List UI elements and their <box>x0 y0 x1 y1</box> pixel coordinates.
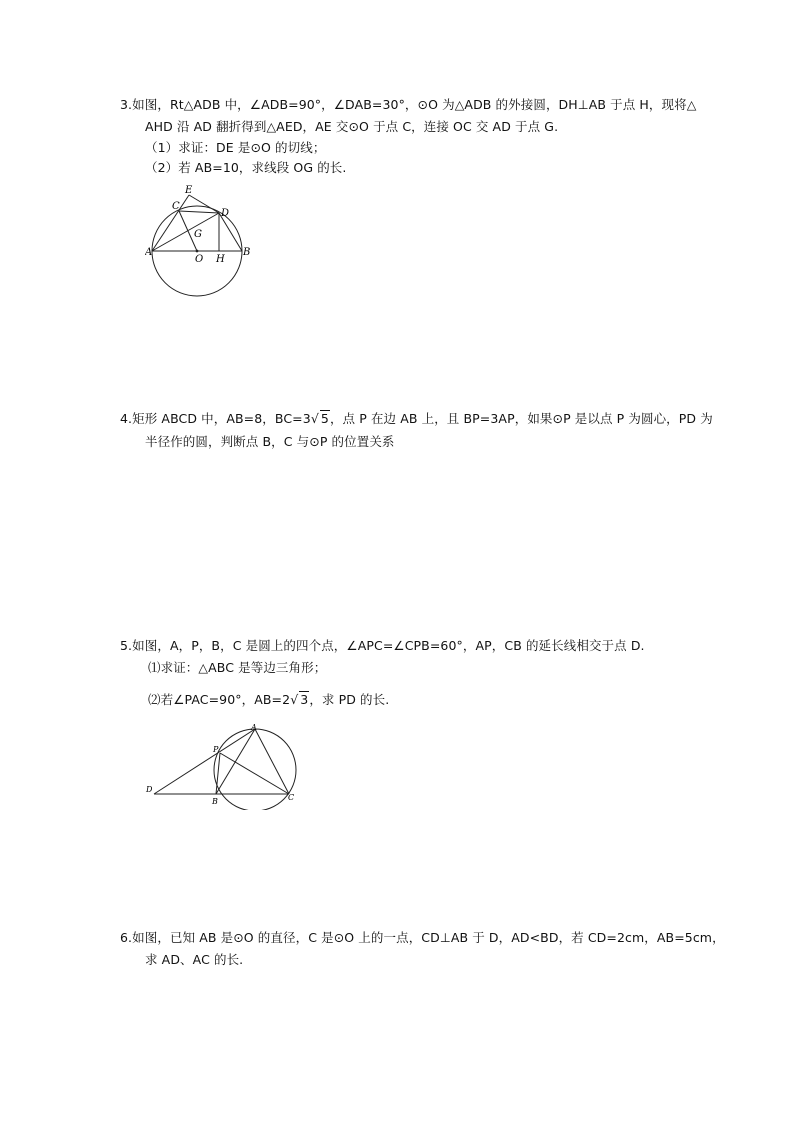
sqrt-5-radicand: 5 <box>320 411 329 426</box>
label-e: E <box>185 185 193 196</box>
segment-da <box>154 729 255 794</box>
problem-3-text-1: 如图，Rt△ADB 中，∠ADB=90°，∠DAB=30°，⊙O 为△ADB 的外接圆，DH⊥AB 于点 H，现将△ <box>132 97 697 112</box>
label-g: G <box>194 229 202 240</box>
segment-cd <box>179 211 219 213</box>
label-a: A <box>251 723 257 732</box>
problem-5-number: 5. <box>120 638 133 653</box>
problem-5-text-3a: ⑵若∠PAC=90°，AB=2 <box>148 692 291 707</box>
problem-5-figure <box>144 722 304 810</box>
problem-6-text-1: 如图，已知 AB 是⊙O 的直径，C 是⊙O 上的一点，CD⊥AB 于 D，AD<BD，若 CD=2cm，AB=5cm， <box>132 930 725 945</box>
sqrt-3-radicand: 3 <box>300 692 309 707</box>
problem-5-line-3 <box>148 691 389 708</box>
label-d: D <box>221 208 230 219</box>
problem-5-text-1: 如图，A，P，B，C 是圆上的四个点，∠APC=∠CPB=60°，AP，CB 的延长线相交于点 D. <box>132 638 645 653</box>
sqrt-5: √ 5 <box>310 411 329 426</box>
problem-6-line-1 <box>120 930 725 946</box>
label-d: D <box>146 785 153 794</box>
problem-6-line-2: 求 AD、AC 的长. <box>145 952 244 967</box>
problem-5-line-1 <box>120 638 645 654</box>
sqrt-3: √ 3 <box>290 692 309 707</box>
segment-ad <box>152 213 219 251</box>
label-h: H <box>216 254 225 265</box>
label-b: B <box>243 247 251 258</box>
problem-5-text-3b: ，求 PD 的长. <box>309 692 390 707</box>
label-p: P <box>213 745 219 754</box>
problem-3-line-4: （2）若 AB=10，求线段 OG 的长. <box>145 160 347 175</box>
segment-ae <box>152 195 189 251</box>
problem-3-line-1 <box>120 97 696 113</box>
problem-4-number: 4. <box>120 411 133 426</box>
label-c: C <box>288 793 295 802</box>
label-b: B <box>212 797 218 806</box>
problem-6-number: 6. <box>120 930 133 945</box>
label-o: O <box>195 254 204 265</box>
segment-ab <box>216 729 255 794</box>
label-a: A <box>145 247 153 258</box>
problem-3-figure <box>145 182 260 300</box>
problem-3-line-2: AHD 沿 AD 翻折得到△AED，AE 交⊙O 于点 C，连接 OC 交 AD 于点 G. <box>145 119 559 134</box>
segment-ed <box>189 195 219 213</box>
circle <box>214 729 296 810</box>
center-dot-o <box>196 250 199 253</box>
problem-5-line-2: ⑴求证：△ABC 是等边三角形； <box>148 660 327 675</box>
problem-3-number: 3. <box>120 97 133 112</box>
problem-4-line-1 <box>120 410 713 427</box>
problem-4-text-1b: ，点 P 在边 AB 上，且 BP=3AP，如果⊙P 是以点 P 为圆心，PD 为 <box>329 411 713 426</box>
problem-4-text-1a: 矩形 ABCD 中，AB=8，BC=3 <box>132 411 311 426</box>
label-c: C <box>172 201 180 212</box>
problem-4-line-2: 半径作的圆，判断点 B，C 与⊙P 的位置关系 <box>145 434 395 449</box>
problem-3-line-3: （1）求证：DE 是⊙O 的切线； <box>145 140 326 155</box>
